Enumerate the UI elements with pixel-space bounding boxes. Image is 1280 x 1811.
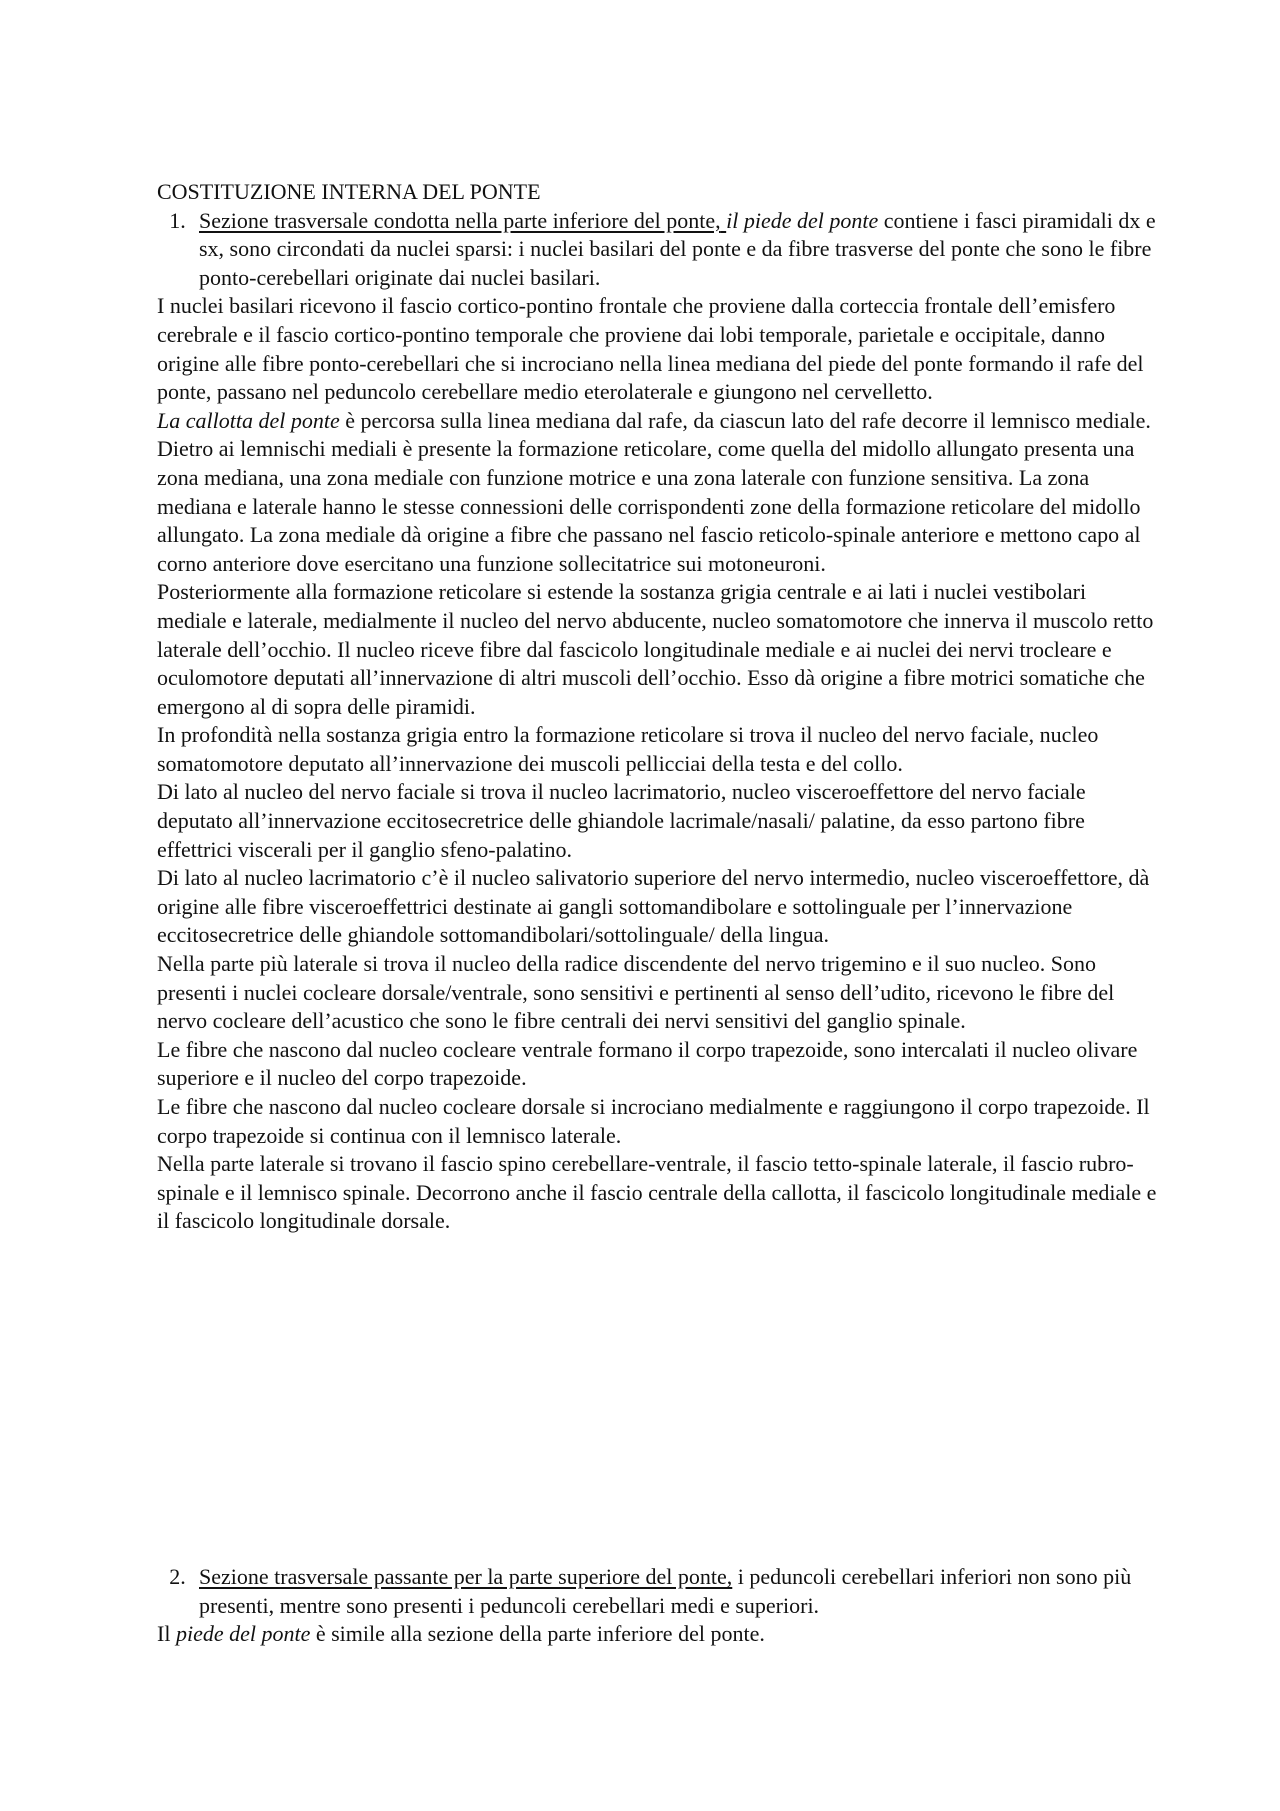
section-one-block	[157, 178, 1157, 1236]
paragraph-start: Il	[157, 1621, 176, 1647]
paragraph: Le fibre che nascono dal nucleo cocleare dorsale si incrociano medialmente e raggiungono il corpo trapezoide. Il corpo trapezoide si continua con il lemnisco laterale.	[157, 1094, 1150, 1148]
paragraph: I nuclei basilari ricevono il fascio cortico-pontino frontale che proviene dalla corteccia frontale dell’emisfero cerebrale e il fascio cortico-pontino temporale che proviene dai lobi temporale, parietale e occipitale, danno origine alle fibre ponto-cerebellari che si incrociano nella linea mediana del piede del ponte formando il rafe del ponte, passano nel peduncolo cerebellare medio eterolaterale e giungono nel cervelletto.	[157, 293, 1144, 405]
paragraph	[157, 1620, 1157, 1649]
paragraph: Nella parte laterale si trovano il fascio spino cerebellare-ventrale, il fascio tetto-spinale laterale, il fascio rubro-spinale e il lemnisco spinale. Decorrono anche il fascio centrale della callotta, il fascicolo longitudinale mediale e il fascicolo longitudinale dorsale.	[157, 1151, 1157, 1234]
document-title: COSTITUZIONE INTERNA DEL PONTE	[157, 179, 541, 204]
paragraph: Posteriormente alla formazione reticolare si estende la sostanza grigia centrale e ai lati i nuclei vestibolari mediale e laterale, medialmente il nucleo del nervo abducente, nucleo somatomotore che innerva il muscolo retto laterale dell’occhio. Il nucleo riceve fibre dal fascicolo longitudinale mediale e ai nuclei dei nervi trocleare e oculomotore deputati all’innervazione di altri muscoli dell’occhio. Esso dà origine a fibre motrici somatiche che emergono al di sopra delle piramidi.	[157, 579, 1154, 719]
paragraph-rest: è percorsa sulla linea mediana dal rafe, da ciascun lato del rafe decorre il lemnisco mediale. Dietro ai lemnischi mediali è presente la formazione reticolare, come quella del midollo allungato presenta una zona mediana, una zona mediale con funzione motrice e una zona laterale con funzione sensitiva. La zona mediana e laterale hanno le stesse connessioni delle corrispondenti zone della formazione reticolare del midollo allungato. La zona mediale dà origine a fibre che passano nel fascio reticolo-spinale anteriore e mettono capo al corno anteriore dove esercitano una funzione sollecitatrice sui motoneuroni.	[157, 407, 1151, 576]
paragraph: In profondità nella sostanza grigia entro la formazione reticolare si trova il nucleo del nervo faciale, nucleo somatomotore deputato all’innervazione dei muscoli pellicciai della testa e del collo.	[157, 722, 1099, 776]
paragraph: Le fibre che nascono dal nucleo cocleare ventrale formano il corpo trapezoide, sono intercalati il nucleo olivare superiore e il nucleo del corpo trapezoide.	[157, 1036, 1138, 1091]
list-number: 1.	[169, 207, 186, 233]
list-item-2	[157, 1563, 1157, 1620]
list-item-rest: i peduncoli cerebellari inferiori non sono più presenti, mentre sono presenti i peduncoli cerebellari medi e superiori.	[199, 1564, 1132, 1618]
paragraph	[157, 407, 1157, 579]
italic-term: piede del ponte	[175, 1621, 311, 1647]
section-heading: Sezione trasversale passante per la parte superiore del ponte,	[199, 1564, 733, 1589]
list-item-rest: contiene i fasci piramidali dx e sx, sono circondati da nuclei sparsi: i nuclei basilari del ponte e da fibre trasverse del ponte che sono le fibre ponto-cerebellari originate dai nuclei basilari.	[199, 207, 1156, 290]
paragraph: Nella parte più laterale si trova il nucleo della radice discendente del nervo trigemino e il suo nucleo. Sono presenti i nuclei cocleare dorsale/ventrale, sono sensitivi e pertinenti al senso dell’udito, ricevono le fibre del nervo cocleare dell’acustico che sono le fibre centrali dei nervi sensitivi del ganglio spinale.	[157, 951, 1115, 1034]
list-item-text	[198, 1563, 1157, 1620]
section-heading: Sezione trasversale condotta nella parte inferiore del ponte,	[199, 207, 721, 233]
italic-term: La callotta del ponte	[157, 407, 340, 433]
list-item-text	[198, 207, 1157, 293]
list-number: 2.	[169, 1564, 186, 1589]
italic-term: il piede del ponte	[726, 207, 879, 233]
list-item-1	[157, 207, 1157, 293]
paragraph: Di lato al nucleo del nervo faciale si trova il nucleo lacrimatorio, nucleo visceroeffettore del nervo faciale deputato all’innervazione eccitosecretrice delle ghiandole lacrimale/nasali/ palatine, da esso partono fibre effettrici viscerali per il ganglio sfeno-palatino.	[157, 779, 1086, 862]
paragraph: Di lato al nucleo lacrimatorio c’è il nucleo salivatorio superiore del nervo intermedio, nucleo visceroeffettore, dà origine alle fibre visceroeffettrici destinate ai gangli sottomandibolare e sottolinguale per l’innervazione eccitosecretrice delle ghiandole sottomandibolari/sottolinguale/ della lingua.	[157, 865, 1150, 948]
section-two-block	[157, 1563, 1157, 1649]
paragraph-rest: è simile alla sezione della parte inferiore del ponte.	[310, 1621, 765, 1647]
